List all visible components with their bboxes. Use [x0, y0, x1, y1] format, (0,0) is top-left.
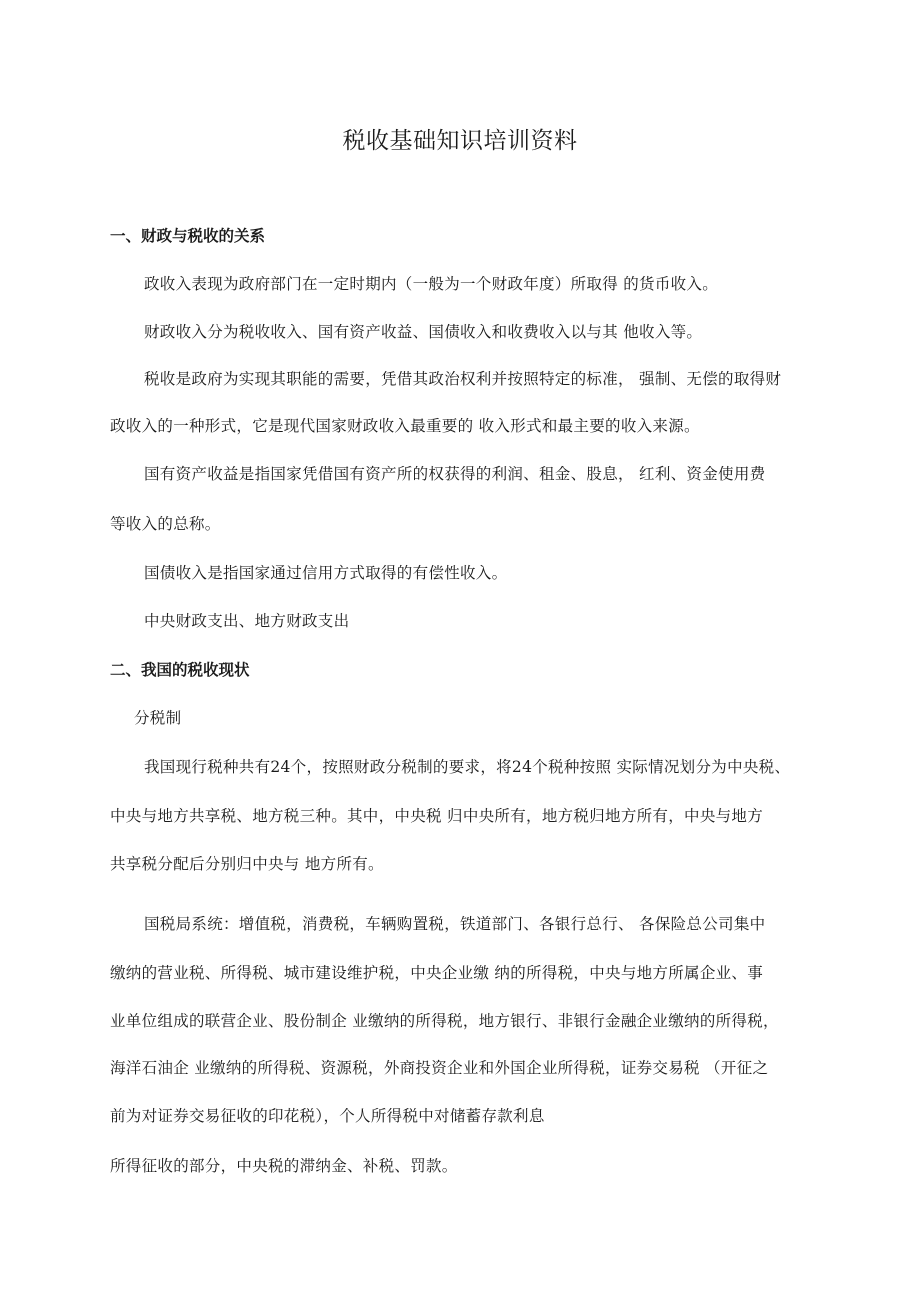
section-1-line-8: 中央财政支出、地方财政支出 [144, 612, 350, 630]
section-2-line-7: 海洋石油企 业缴纳的所得税、资源税，外商投资企业和外国企业所得税，证券交易税 （开征之 [110, 1059, 769, 1077]
section-1-heading: 一、财政与税收的关系 [110, 227, 266, 245]
section-2-line-8: 前为对证券交易征收的印花税），个人所得税中对储蓄存款利息 [110, 1107, 545, 1125]
section-1-line-6: 等收入的总称。 [110, 515, 221, 533]
section-1-line-4: 政收入的一种形式，它是现代国家财政收入最重要的 收入形式和最主要的收入来源。 [110, 417, 700, 435]
section-1-line-1: 政收入表现为政府部门在一定时期内（一般为一个财政年度）所取得 的货币收入。 [144, 275, 719, 293]
section-2-heading: 二、我国的税收现状 [110, 661, 250, 679]
document-title: 税收基础知识培训资料 [342, 128, 578, 154]
section-2-line-2: 中央与地方共享税、地方税三种。其中，中央税 归中央所有，地方税归地方所有，中央与地方 [110, 807, 764, 825]
section-1-line-2: 财政收入分为税收收入、国有资产收益、国债收入和收费收入以与其 他收入等。 [144, 323, 703, 341]
section-2-subheading: 分税制 [134, 709, 182, 727]
section-1-line-7: 国债收入是指国家通过信用方式取得的有偿性收入。 [144, 564, 508, 582]
section-2-line-3: 共享税分配后分别归中央与 地方所有。 [110, 855, 384, 873]
section-2-line-4: 国税局系统：增值税，消费税，车辆购置税，铁道部门、各银行总行、 各保险总公司集中 [144, 915, 766, 933]
section-2-line-5: 缴纳的营业税、所得税、城市建设维护税，中央企业缴 纳的所得税，中央与地方所属企业、事 [110, 964, 764, 982]
section-2-line-6: 业单位组成的联营企业、股份制企 业缴纳的所得税，地方银行、非银行金融企业缴纳的所得税， [110, 1012, 779, 1030]
section-1-line-5: 国有资产收益是指国家凭借国有资产所的权获得的利润、租金、股息， 红利、资金使用费 [144, 465, 766, 483]
section-2-line-1: 我国现行税种共有24个，按照财政分税制的要求，将24个税种按照 实际情况划分为中央税、 [144, 758, 791, 776]
section-1-line-3: 税收是政府为实现其职能的需要，凭借其政治权利并按照特定的标准， 强制、无偿的取得财 [144, 370, 782, 388]
section-2-line-9: 所得征收的部分，中央税的滞纳金、补税、罚款。 [110, 1157, 458, 1175]
